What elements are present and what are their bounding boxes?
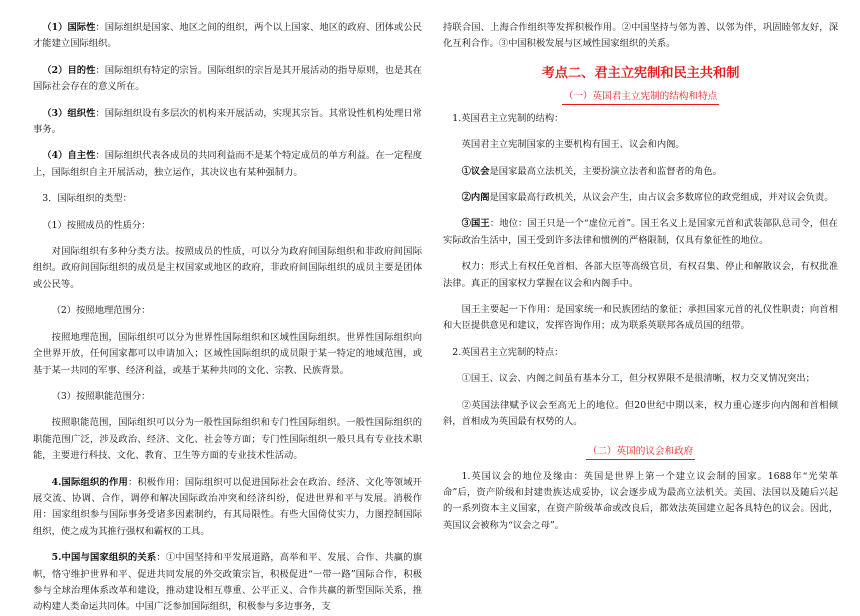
- term-label: ②内阁: [461, 192, 490, 204]
- paragraph-monarch-powers: 权力：形式上有权任免首相、各部大臣等高级官员，有权召集、停止和解散议会，有权批准法律。真正的国家权力掌握在议会和内阁手中。: [443, 261, 838, 289]
- paragraph-function: 按照职能范围，国际组织可以分为一般性国际组织和专门性国际组织。一般性国际组织的职能范围广泛，涉及政治、经济、文化、社会等方面；专门性国际组织一般只具有专业技术职能，主要进行科技、文化、教育、卫生等方面的专业技术性活动。: [33, 417, 422, 462]
- paragraph-china-relations: 5.中国与国家组织的关系：①中国坚持和平发展道路，高举和平、发展、合作、共赢的旗帜，恪守维护世界和平、促进共同发展的外交政策宗旨，积极促进“一带一路”国际合作，积极参与全球治理体系改革和建设，推动建设相互尊重、公平正义、合作共赢的新型国际关系，推动构建人类命运共同体。中国广泛参加国际组织，积极参与多边事务，支: [33, 552, 422, 613]
- paragraph-purpose: （2）目的性：国际组织有特定的宗旨。国际组织的宗旨是其开展活动的指导原则，也是其在国际社会存在的意义所在。: [33, 64, 422, 93]
- heading-org-types: 3．国际组织的类型：: [42, 193, 132, 205]
- term-label: ①议会: [461, 165, 490, 177]
- paragraph-characteristic-1: ①国王、议会、内阁之间虽有基本分工，但分权界限不是很清晰，权力交叉情况突出；: [461, 373, 815, 385]
- paragraph-cabinet: ②内阁是国家最高行政机关，从议会产生，由占议会多数席位的政党组成，并对议会负责。: [461, 192, 834, 204]
- paragraph-org-role: 4.国际组织的作用：积极作用：国际组织可以促进国际社会在政治、经济、文化等领域开展交流、协调、合作，调停和解决国际政治冲突和经济纠纷，促进世界和平与发展。消极作用：国家组织参与国际事务受诸多因素制约，有其局限性。有些大国倚仗实力，力图控制国际组织，使之成为其推行强权和霸权的工具。: [33, 476, 422, 537]
- paragraph-autonomy: （4）自主性：国际组织代表各成员的共同利益而不是某个特定成员的单方利益。在一定程度上，国际组织自主开展活动，独立运作，其决议也有某种强制力。: [33, 150, 422, 178]
- paragraph-organization: （3）组织性：国际组织设有多层次的机构来开展活动，实现其宗旨。其常设性机构处理日常事务。: [33, 107, 422, 136]
- term-label: ③国王: [461, 218, 490, 230]
- paragraph-parliament: ①议会是国家最高立法机关，主要扮演立法者和监督者的角色。: [461, 165, 722, 177]
- section-title: 考点二、君主立宪制和民主共和制: [541, 65, 740, 81]
- term-label: （1）国际性: [42, 22, 96, 33]
- heading-characteristics: 2.英国君主立宪制的特点：: [452, 346, 564, 358]
- left-column: [33, 20, 422, 616]
- term-label: （4）自主性: [42, 150, 96, 162]
- heading-by-geography: （2）按照地理范围分：: [51, 305, 151, 317]
- paragraph-internationality: （1）国际性：国际组织是国家、地区之间的组织，两个以上国家、地区的政府、团体或公民才能建立国际组织。: [33, 22, 422, 50]
- term-label: （2）目的性: [42, 64, 96, 76]
- paragraph-characteristic-2: ②英国法律赋予议会至高无上的地位。但20世纪中期以来，权力重心逐步向内阁和首相倾斜，首相成为英国最有权势的人。: [443, 399, 838, 428]
- term-label: 5.中国与国家组织的关系: [51, 552, 157, 564]
- heading-by-function: （3）按照职能范围分：: [51, 390, 151, 402]
- paragraph-parliament-origin: 1.英国议会的地位及缘由：英国是世界上第一个建立议会制的国家。1688年“光荣革命”后，资产阶级和封建贵族达成妥协，议会逐步成为最高立法机关。美国、法国以及随后兴起的一系列资本主义国家，在资产阶级革命或改良后，都效法英国建立起各具特色的议会。因此，英国议会被称为“议会之母”。: [443, 470, 838, 531]
- paragraph-continued: 持联合国、上海合作组织等发挥积极作用。②中国坚持与邻为善、以邻为伴，巩固睦邻友好，深化互利合作。③中国积极发展与区域性国家组织的关系。: [443, 22, 838, 50]
- heading-by-member-nature: （1）按照成员的性质分：: [42, 219, 151, 231]
- right-column: [443, 20, 838, 534]
- subsection-title-1: （一）英国君主立宪制的结构和特点: [443, 90, 838, 105]
- term-label: 4.国际组织的作用: [51, 476, 128, 488]
- subsection-title-2: （二）英国的议会和政府: [443, 445, 838, 460]
- paragraph-geography: 按照地理范围，国际组织可以分为世界性国际组织和区域性国际组织。世界性国际组织向全世界开放，任何国家都可以申请加入；区域性国际组织的成员限于某一特定的地域范围，或基于某一共同的军事、经济利益，或基于某种共同的文化、宗教、民族背景。: [33, 331, 422, 376]
- term-label: （3）组织性: [42, 107, 96, 119]
- paragraph-monarch: ③国王：地位：国王只是一个“虚位元首”。国王名义上是国家元首和武装部队总司令，但在实际政治生活中，国王受到许多法律和惯例的严格限制，仅具有象征性的地位。: [443, 218, 838, 246]
- paragraph-monarch-roles: 国王主要起一下作用：是国家统一和民族团结的象征；承担国家元首的礼仪性职责；向首相和大臣提供意见和建议，发挥咨询作用；成为联系英联邦各成员国的纽带。: [443, 304, 838, 332]
- paragraph-member-nature: 对国际组织有多种分类方法。按照成员的性质，可以分为政府间国际组织和非政府间国际组织。政府间国际组织的成员是主权国家或地区的政府，非政府间国际组织的成员主要是团体或公民等。: [33, 246, 422, 290]
- paragraph-main-bodies: 英国君主立宪制国家的主要机构有国王、议会和内阁。: [461, 139, 685, 151]
- heading-structure: 1.英国君主立宪制的结构：: [452, 112, 564, 124]
